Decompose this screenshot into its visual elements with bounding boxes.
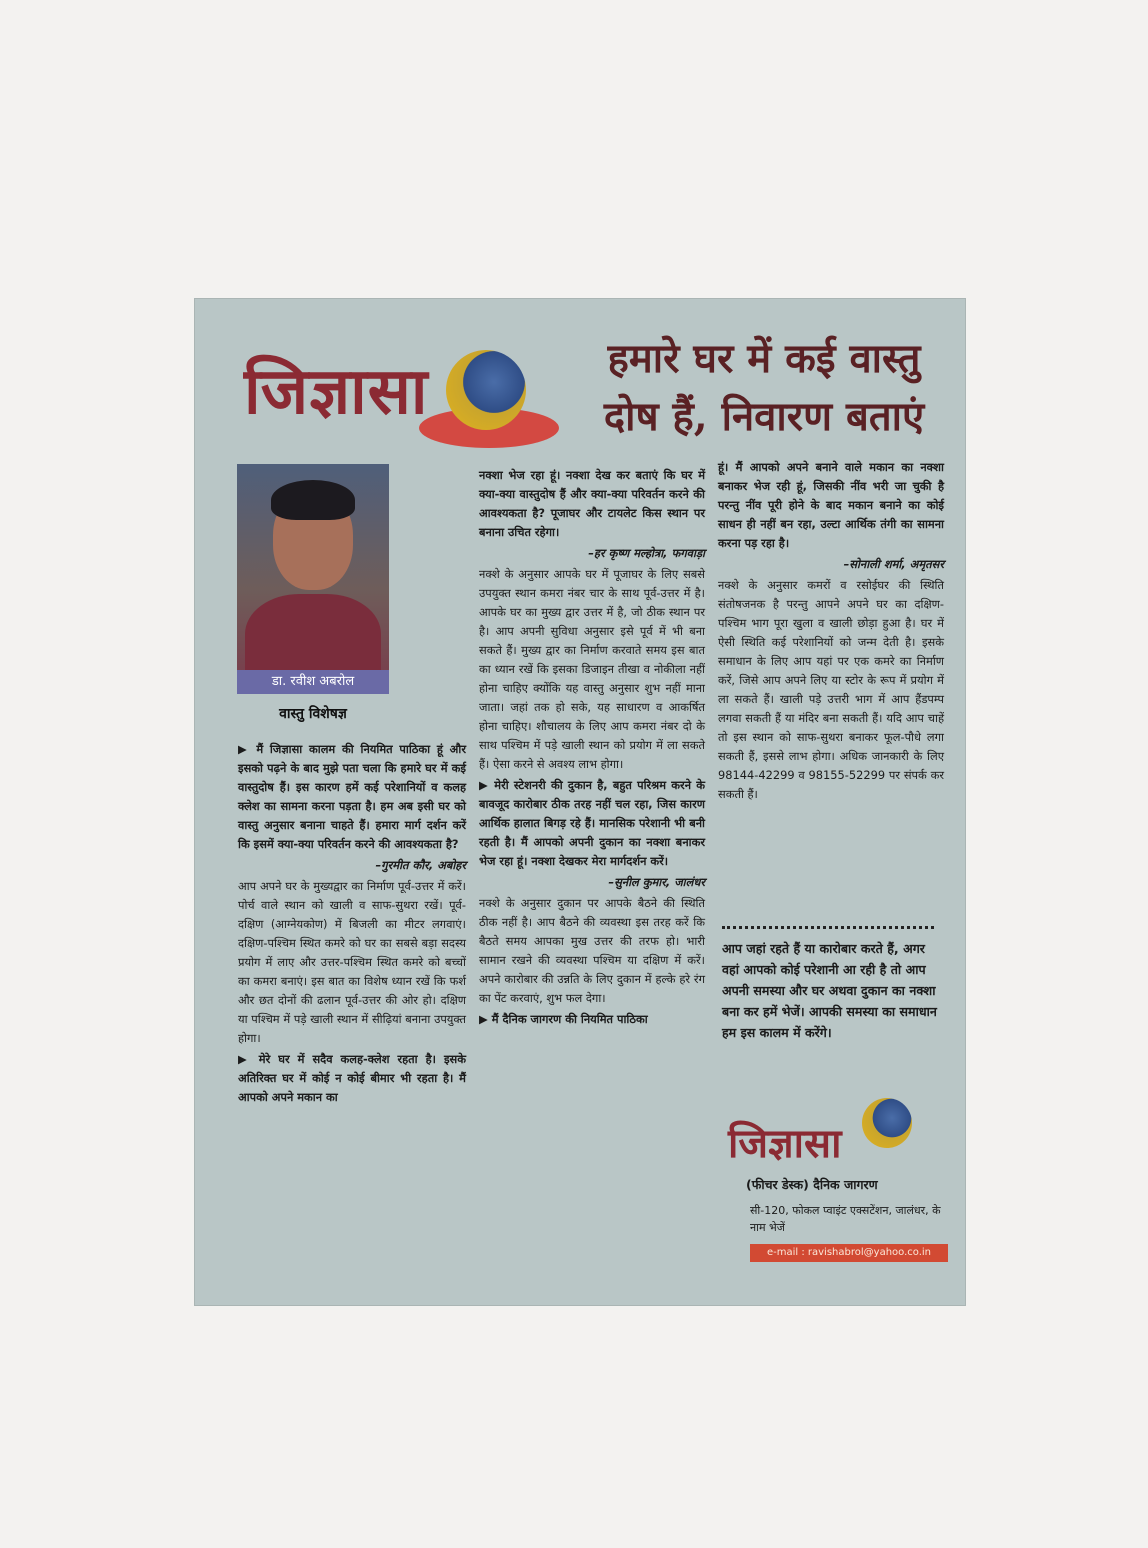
headline-line-1: हमारे घर में कई वास्तु xyxy=(607,335,921,382)
headline-line-2: दोष हैं, निवारण बताएं xyxy=(603,393,925,440)
globe-logo-graphic xyxy=(446,350,526,430)
question-4: ▶ मैं दैनिक जागरण की नियमित पाठिका xyxy=(479,1012,648,1026)
question-2-continued: नक्शा भेज रहा हूं। नक्शा देख कर बताएं कि घर में क्या-क्या वास्तुदोष हैं और क्या-क्या परिवर्तन करने की आवश्यकता है? पूजाघर और टायलेट किस स्थान पर बनाना उचित रहेगा। xyxy=(479,468,705,539)
email-address: e-mail : ravishabrol@yahoo.co.in xyxy=(750,1244,948,1262)
signature-2: –हर कृष्ण मल्होत्रा, फगवाड़ा xyxy=(588,546,705,560)
feature-desk: (फीचर डेस्क) दैनिक जागरण xyxy=(746,1177,878,1192)
answer-4: नक्शे के अनुसार कमरों व रसोईघर की स्थिति संतोषजनक है परन्तु आपने अपने घर का दक्षिण-पश्चिम भाग पूरा खुला व खाली छोड़ा हुआ है। घर में ऐसी स्थिति कई परेशानियों को जन्म देती है। इसके समाधान के लिए आप यहां पर एक कमरे का निर्माण करें, जिसे आप अपने लिए या स्टोर के रूप में प्रयोग में ला सकते हैं। खाली पड़े उत्तरी भाग में आप हैंडपम्प लगवा सकती हैं या मंदिर बना सकती हैं। यदि आप चाहें तो इस स्थान को साफ-सुथरा बनाकर फूल-पौधे लगा सकती हैं, इससे लाभ होगा। अधिक जानकारी के लिए 98144-42299 व 98155-52299 पर संपर्क कर सकती हैं। xyxy=(718,578,944,801)
column-logo: जिज्ञासा xyxy=(244,354,429,429)
answer-1: आप अपने घर के मुख्यद्वार का निर्माण पूर्व-उत्तर में करें। पोर्च वाले स्थान को खाली व साफ-सुथरा रखें। पूर्व-दक्षिण (आग्नेयकोण) में बिजली का मीटर लगवाएं। दक्षिण-पश्चिम स्थित कमरे को घर का सबसे बड़ा सदस्य प्रयोग में लाए और उत्तर-पश्चिम स्थित कमरे को बच्चों का कमरा बनाएं। इस बात का विशेष ध्यान रखें कि फर्श और छत दोनों की ढलान पूर्व-उत्तर की ओर हो। दक्षिण या पश्चिम में पड़े खाली स्थान में सीढ़ियां बनाना उपयुक्त होगा। xyxy=(238,879,466,1045)
dotted-divider xyxy=(722,926,934,929)
question-2: ▶ मेरे घर में सदैव कलह-क्लेश रहता है। इसके अतिरिक्त घर में कोई न कोई बीमार भी रहता है। मैं आपको अपने मकान का xyxy=(238,1052,466,1104)
small-globe-logo-graphic xyxy=(862,1098,912,1148)
signature-3: –सुनील कुमार, जालंधर xyxy=(608,875,705,889)
newspaper-clipping xyxy=(194,298,966,1306)
expert-title: वास्तु विशेषज्ञ xyxy=(279,706,347,722)
column-logo-small: जिज्ञासा xyxy=(728,1120,842,1167)
answer-2: नक्शे के अनुसार आपके घर में पूजाघर के लिए सबसे उपयुक्त स्थान कमरा नंबर चार के साथ पूर्व-उत्तर में है। आपके घर का मुख्य द्वार उत्तर में है, जो ठीक स्थान पर है। आप अपनी सुविधा अनुसार इसे पूर्व में भी बना सकते हैं। मुख्य द्वार का निर्माण करवाते समय इस बात का ध्यान रखें कि इसका डिजाइन तीखा व नोकीला नहीं होना चाहिए क्योंकि यह वास्तु अनुसार शुभ नहीं माना जाता। जहां तक हो सके, यह साधारण व आकर्षित होना चाहिए। शौचालय के लिए आप कमरा नंबर दो के साथ पश्चिम में पड़े खाली स्थान को प्रयोग में ला सकते हैं। ऐसा करने से अवश्य लाभ होगा। xyxy=(479,567,705,771)
question-3: ▶ मेरी स्टेशनरी की दुकान है, बहुत परिश्रम करने के बावजूद कारोबार ठीक तरह नहीं चल रहा, जिस कारण आर्थिक हालात बिगड़ रहे हैं। मानसिक परेशानी भी बनी रहती है। मैं आपको अपनी दुकान का नक्शा बनाकर भेज रहा हूं। नक्शा देखकर मेरा मार्गदर्शन करें। xyxy=(479,778,705,868)
question-1: ▶ मैं जिज्ञासा कालम की नियमित पाठिका हूं और इसको पढ़ने के बाद मुझे पता चला कि हमारे घर में कई वास्तुदोष हैं। इस कारण हमें कई परेशानियों व कलह क्लेश का सामना करना पड़ता है। हम अब इसी घर को वास्तु अनुसार बनाना चाहते हैं। हमारा मार्ग दर्शन करें कि इसमें क्या-क्या परिवर्तन करने की आवश्यकता है? xyxy=(238,742,466,851)
postal-address: सी-120, फोकल प्वाइंट एक्सटेंशन, जालंधर, के नाम भेजें xyxy=(750,1204,941,1234)
photo-caption: डा. रवीश अबरोल xyxy=(237,670,389,694)
column-1 xyxy=(238,740,466,1109)
column-2 xyxy=(479,466,705,1031)
expert-photo xyxy=(237,464,389,692)
answer-3: नक्शे के अनुसार दुकान पर आपके बैठने की स्थिति ठीक नहीं है। आप बैठने की व्यवस्था इस तरह करें कि बैठते समय आपका मुख उत्तर की तरफ हो। भारी सामान रखने की व्यवस्था पश्चिम या दक्षिण में करें। अपने कारोबार की उन्नति के लिए दुकान में हल्के हरे रंग का पेंट करवाएं, शुभ फल देगा। xyxy=(479,896,705,1005)
question-4-continued: हूं। मैं आपको अपने बनाने वाले मकान का नक्शा बनाकर भेज रही हूं, जिसकी नींव भरी जा चुकी है परन्तु नींव पूरी होने के बाद मकान बनाने का कोई साधन ही नहीं बन रहा, उल्टा आर्थिक तंगी का सामना करना पड़ रहा है। xyxy=(718,460,944,550)
signature-1: –गुरमीत कौर, अबोहर xyxy=(375,858,466,872)
promo-text: आप जहां रहते हैं या कारोबार करते हैं, अगर वहां आपको कोई परेशानी आ रही है तो आप अपनी समस्या और घर अथवा दुकान का नक्शा बना कर हमें भेजें। आपकी समस्या का समाधान हम इस कालम में करेंगे। xyxy=(722,941,937,1040)
headline xyxy=(574,330,954,446)
signature-4: –सोनाली शर्मा, अमृतसर xyxy=(843,557,944,571)
column-3 xyxy=(718,458,944,806)
